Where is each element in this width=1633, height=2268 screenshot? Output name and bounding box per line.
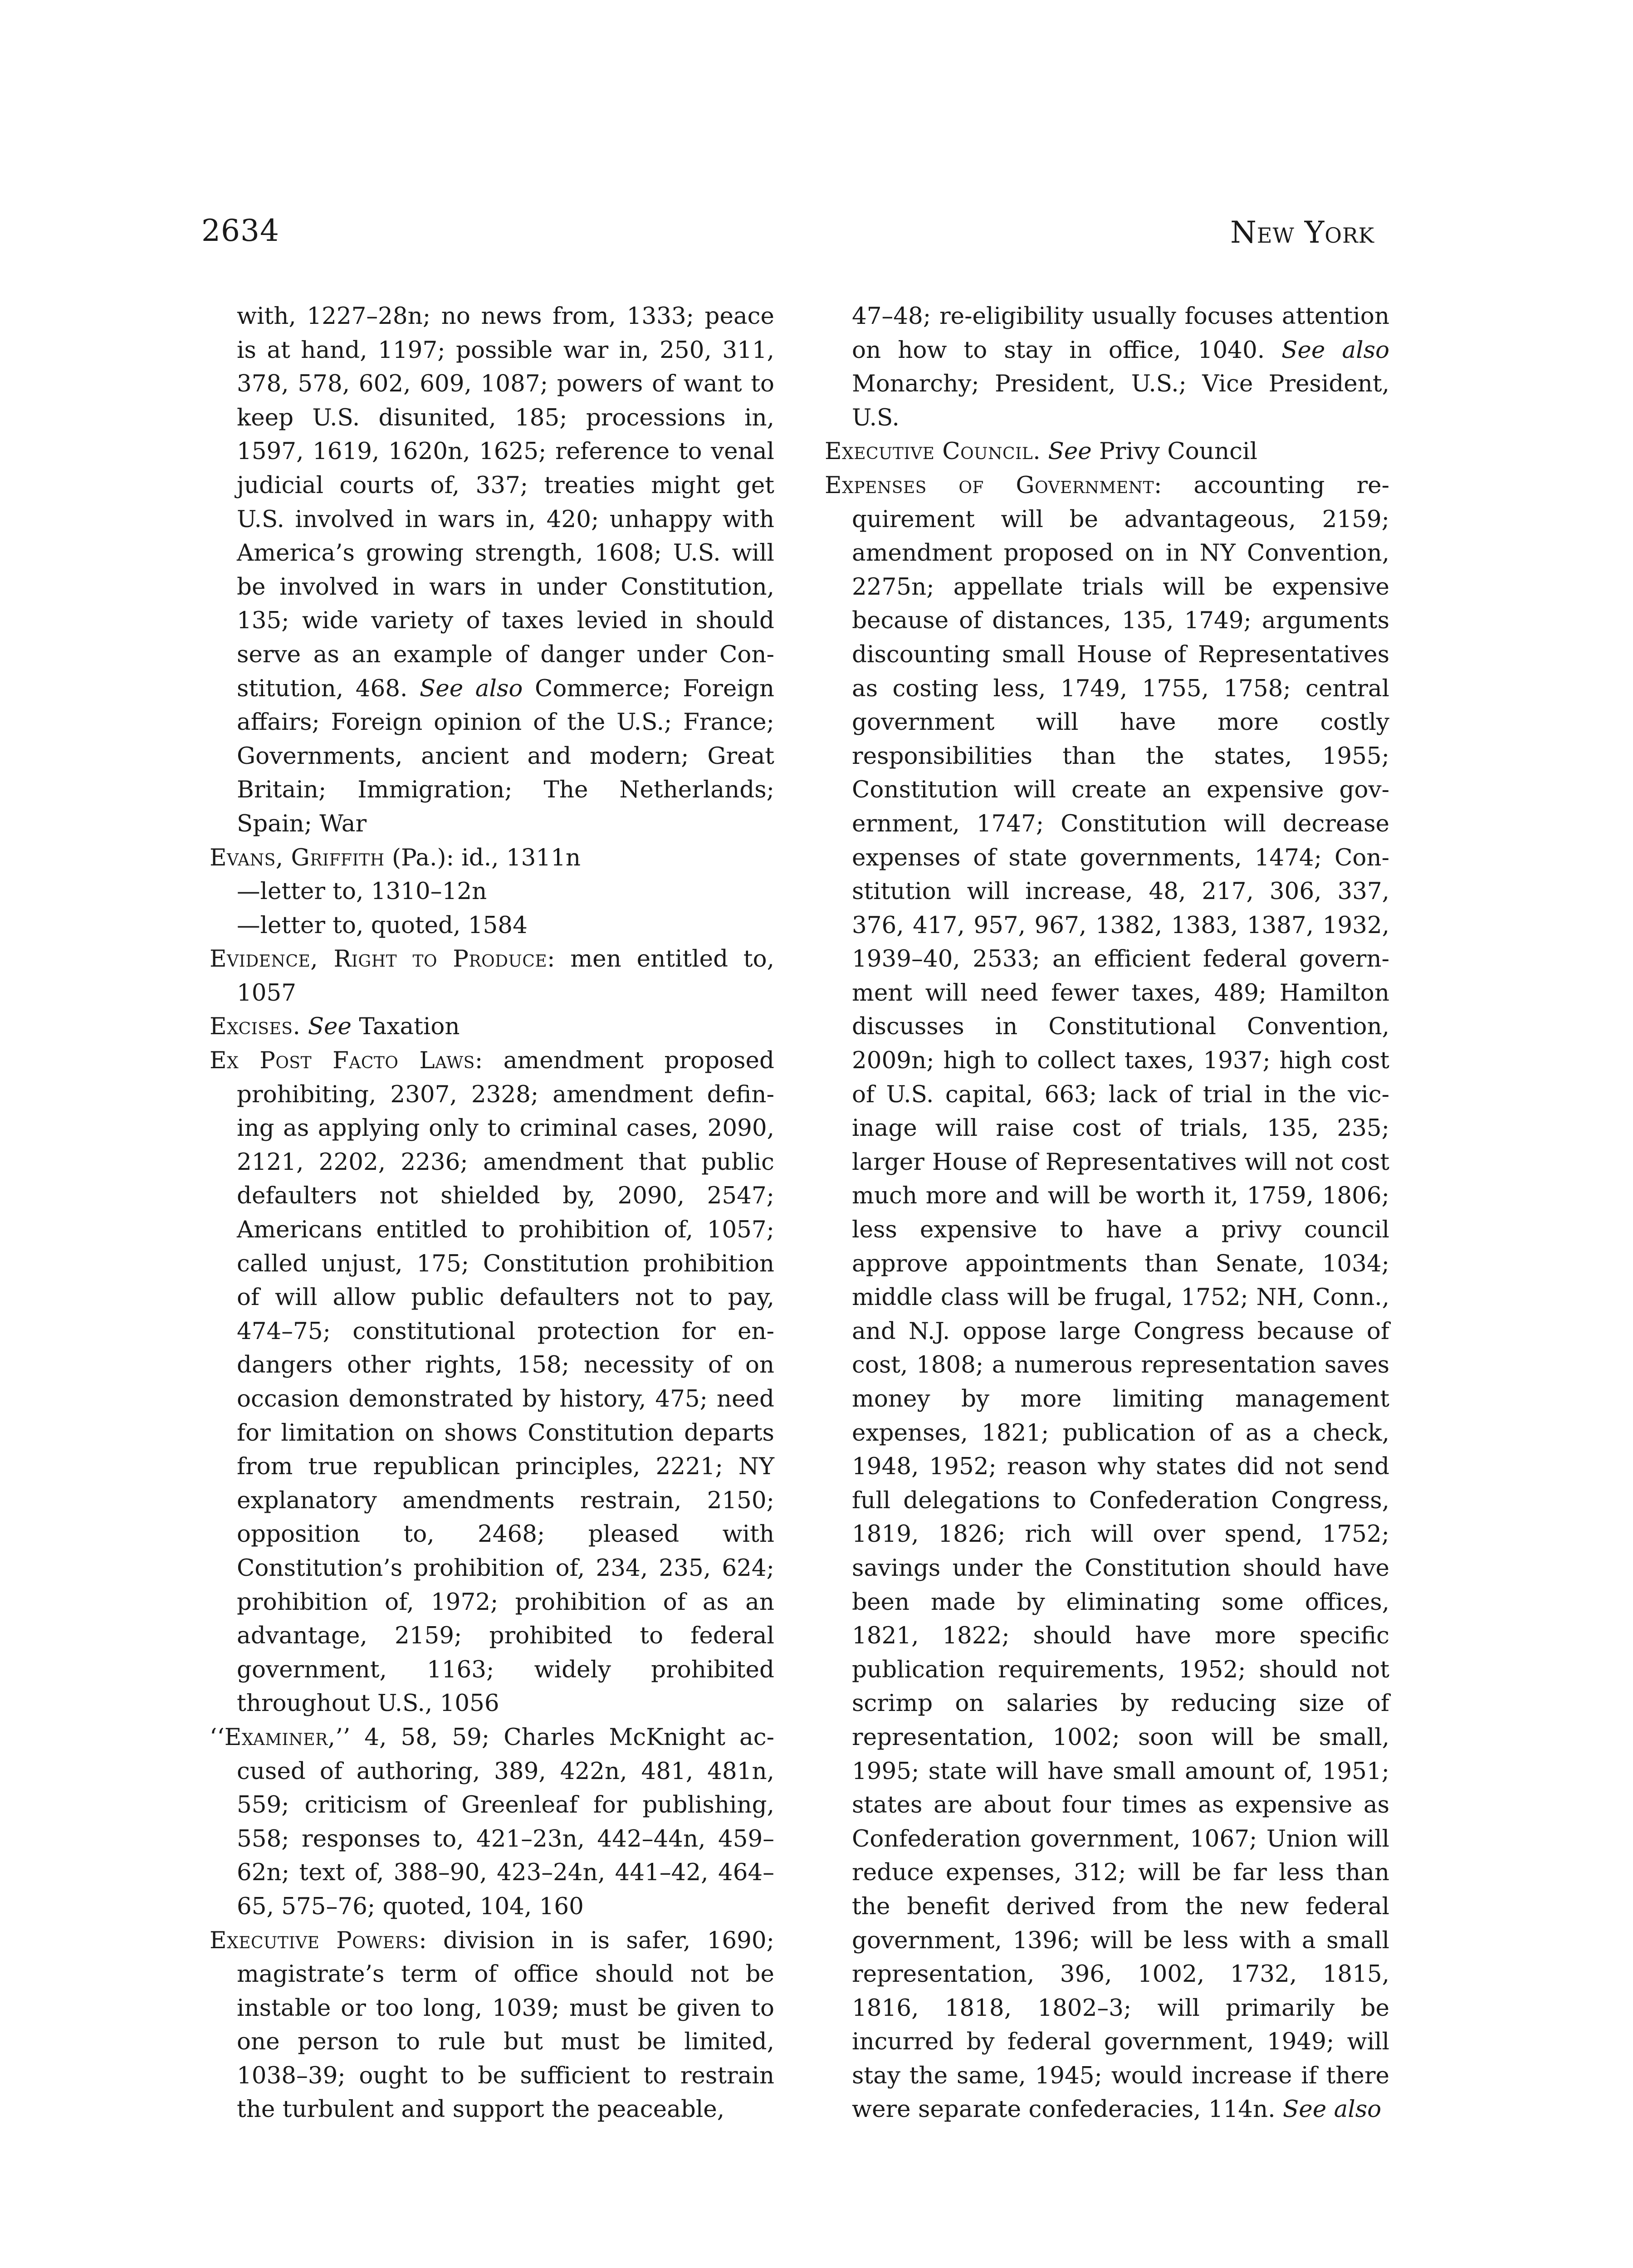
index-entry-examiner	[210, 1721, 774, 1924]
page-number: 2634	[201, 213, 279, 248]
see-reference: See	[308, 1013, 352, 1041]
entry-text: Monarchy; President, U.S.; Vice President, U.S.	[852, 370, 1389, 431]
entry-heading: Expenses of Government	[825, 471, 1154, 499]
entry-text: : division in is safer, 1690; magistrate’s term of office should not be instable or too long, 1039; must be given to one person to rule but must be limited, 1038–39; ought to be sufficient to restrain the turbulent and support the peaceable,	[237, 1926, 774, 2123]
entry-text: Taxation	[359, 1013, 460, 1041]
entry-text: : men entitled to, 1057	[237, 945, 774, 1007]
index-subentry: —letter to, quoted, 1584	[237, 911, 528, 939]
entry-heading: Excises.	[210, 1013, 301, 1041]
see-reference: See	[1048, 438, 1092, 465]
entry-text: Commerce; Foreign affairs; Foreign opinion of the U.S.; France; Governments, ancient and modern; Great Britain; Immigration; The Netherlands; Spain; War	[237, 675, 775, 837]
entry-text: : amendment proposed prohibiting, 2307, 2328; amendment defining as applying only to criminal cases, 2090, 2121, 2202, 2236; amendment that public defaulters not shielded by, 2090, 2547; Americans entitled to prohibition of, 1057; called unjust, 175; Constitution prohibition of will allow public defaulters not to pay, 474–75; constitutional protection for endangers other rights, 158; necessity of on occasion demonstrated by history, 475; need for limitation on shows Constitution departs from true republican principles, 2221; NY explanatory amendments restrain, 2150; opposition to, 2468; pleased with Constitution’s prohibition of, 234, 235, 624; prohibition of, 1972; prohibition of as an advantage, 2159; prohibited to federal government, 1163; widely prohibited throughout U.S., 1056	[237, 1047, 774, 1717]
entry-heading: Executive Powers	[210, 1926, 419, 1954]
see-also-reference: See also	[1282, 2096, 1382, 2123]
continued-entry	[852, 299, 1389, 435]
entry-heading: Evans, Griffith	[210, 844, 385, 871]
entry-heading: Examiner,	[224, 1723, 336, 1751]
entry-heading: Evidence, Right to Produce	[210, 945, 548, 973]
entry-text: (Pa.): id., 1311n	[391, 844, 581, 871]
index-entry-excises	[210, 1010, 774, 1044]
entry-heading: Executive Council.	[825, 438, 1041, 465]
index-column-right	[825, 299, 1389, 2126]
index-entry-evans	[210, 841, 774, 875]
index-column-left	[210, 299, 774, 2126]
see-also-reference: See also	[419, 675, 523, 702]
entry-heading: Ex Post Facto Laws	[210, 1047, 475, 1075]
entry-text: 4, 58, 59; Charles McKnight accused of authoring, 389, 422n, 481, 481n, 559; criticism of Greenleaf for publishing, 558; responses to, 421–23n, 442–44n, 459–62n; text of, 388–90, 423–24n, 441–42, 464–65, 575–76; quoted, 104, 160	[237, 1723, 774, 1920]
index-entry-evidence	[210, 942, 774, 1010]
entry-text: : accounting requirement will be advantageous, 2159; amendment proposed on in NY Convention, 2275n; appellate trials will be expensive because of distances, 135, 1749; arguments discounting small House of Representatives as costing less, 1749, 1755, 1758; central government will have more costly responsibilities than the states, 1955; Constitution will create an expensive government, 1747; Constitution will decrease expenses of state governments, 1474; Constitution will increase, 48, 217, 306, 337, 376, 417, 957, 967, 1382, 1383, 1387, 1932, 1939–40, 2533; an efficient federal government will need fewer taxes, 489; Hamilton discusses in Constitutional Convention, 2009n; high to collect taxes, 1937; high cost of U.S. capital, 663; lack of trial in the vicinage will raise cost of trials, 135, 235; larger House of Representatives will not cost much more and will be worth it, 1759, 1806; less expensive to have a privy council approve appointments than Senate, 1034; middle class will be frugal, 1752; NH, Conn., and N.J. oppose large Congress because of cost, 1808; a numerous representation saves money by more limiting management expenses, 1821; publication of as a check, 1948, 1952; reason why states did not send full delegations to Confederation Congress, 1819, 1826; rich will over spend, 1752; savings under the Constitution should have been made by eliminating some offices, 1821, 1822; should have more specific publication requirements, 1952; should not scrimp on salaries by reducing size of representation, 1002; soon will be small, 1995; state will have small amount of, 1951; states are about four times as expensive as Confederation government, 1067; Union will reduce expenses, 312; will be far less than the benefit derived from the new federal government, 1396; will be less with a small representation, 396, 1002, 1732, 1815, 1816, 1818, 1802–3; will primarily be incurred by federal government, 1949; will stay the same, 1945; would increase if there were separate confederacies, 114n.	[852, 471, 1389, 2123]
continued-entry	[237, 299, 774, 841]
quote-mark: ’’	[335, 1723, 351, 1751]
index-entry-expenses-of-government	[825, 469, 1389, 2126]
index-entry-executive-council	[825, 435, 1389, 469]
index-entry-executive-powers	[210, 1924, 774, 2127]
running-head: New York	[1230, 215, 1374, 250]
entry-text: with, 1227–28n; no news from, 1333; peace is at hand, 1197; possible war in, 250, 311, 378, 578, 602, 609, 1087; powers of want to keep U.S. disunited, 185; processions in, 1597, 1619, 1620n, 1625; reference to venal judicial courts of, 337; treaties might get U.S. involved in wars in, 420; unhappy with America’s growing strength, 1608; U.S. will be involved in wars in under Constitution, 135; wide variety of taxes levied in should serve as an example of danger under Constitution, 468.	[237, 303, 774, 702]
see-also-reference: See also	[1281, 336, 1390, 364]
entry-text: Privy Council	[1099, 438, 1257, 465]
index-entry-ex-post-facto	[210, 1044, 774, 1721]
entry-text: 47–48; re-eligibility usually focuses attention on how to stay in office, 1040.	[852, 303, 1389, 364]
quote-mark: ‘‘	[210, 1723, 225, 1751]
index-subentry: —letter to, 1310–12n	[237, 878, 487, 905]
